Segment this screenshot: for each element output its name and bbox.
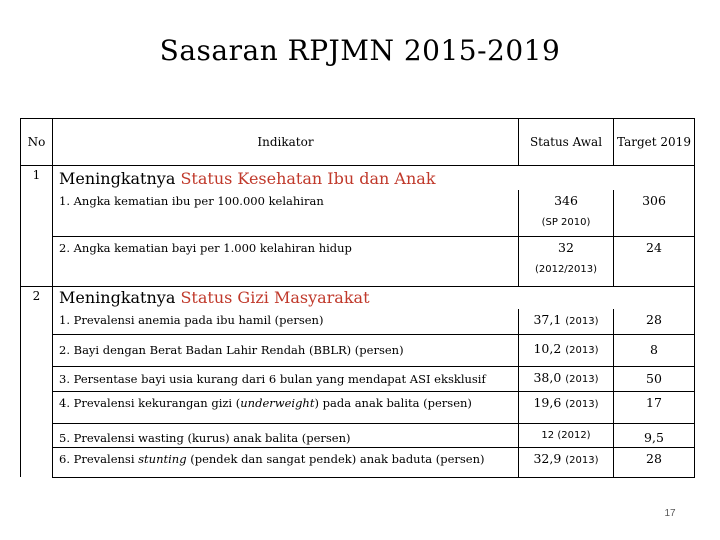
status-note: (2013) [565,345,599,356]
status-awal-cell [519,190,614,237]
section-title-highlight: Status Kesehatan Ibu dan Anak [180,168,436,188]
table-row [21,309,695,334]
status-awal-cell [519,237,614,287]
status-awal-cell [519,309,614,334]
table-row [21,237,695,287]
target-cell: 8 [614,334,695,366]
section-title-row [21,287,695,310]
table-row [21,190,695,237]
target-cell: 17 [614,391,695,423]
section-title [53,287,519,310]
status-awal-cell [519,334,614,366]
indicator-italic-term: stunting [138,451,187,466]
status-value: 37,1 [533,312,562,327]
page-number: 17 [664,508,676,519]
section-title-prefix: Meningkatnya [59,168,181,188]
header-indikator: Indikator [53,119,519,166]
target-cell: 9,5 [614,423,695,447]
status-note: (2013) [565,454,599,466]
target-cell: 306 [614,190,695,237]
header-no: No [21,119,53,166]
indicator-italic-term: underweight [240,395,315,410]
indicator-cell [53,391,519,423]
status-awal-cell [519,366,614,391]
section-number: 1 [21,166,53,287]
section-title-prefix: Meningkatnya [59,288,181,307]
indicator-cell [53,447,519,477]
indicator-cell: 1. Prevalensi anemia pada ibu hamil (persen) [53,309,519,334]
rpjmn-target-table [20,118,695,478]
section-title-highlight: Status Gizi Masyarakat [180,288,370,307]
target-cell: 28 [614,447,695,477]
status-awal-cell [519,447,614,477]
indicator-text-before: 4. Prevalensi kekurangan gizi ( [59,395,241,410]
status-value: 346 [554,192,578,208]
table-header-row [21,119,695,166]
status-note: (SP 2010) [541,216,591,228]
status-note: (2013) [565,398,599,410]
table-row [21,423,695,447]
indicator-text-after: (pendek dan sangat pendek) anak baduta (persen) [186,451,485,466]
section-title-row [21,166,695,190]
status-note: (2012/2013) [534,264,598,275]
status-awal-cell [519,391,614,423]
table-row [21,391,695,423]
target-cell: 50 [614,366,695,391]
status-value: 10,2 [533,341,562,356]
status-note: (2013) [565,373,599,385]
status-note: (2013) [565,316,599,327]
status-value: 19,6 [533,394,562,410]
target-cell: 28 [614,309,695,334]
table-row [21,447,695,477]
status-value: 32,9 [533,450,562,466]
table-row [21,334,695,366]
status-note: 12 (2012) [541,429,591,441]
status-value: 32 [558,240,574,255]
status-awal-cell [519,423,614,447]
header-status-awal: Status Awal [519,119,614,166]
indicator-cell: 3. Persentase bayi usia kurang dari 6 bulan yang mendapat ASI eksklusif [53,366,519,391]
indicator-text-after: ) pada anak balita (persen) [314,395,472,410]
header-target: Target 2019 [614,119,695,166]
status-value: 38,0 [533,369,562,385]
indicator-text-before: 6. Prevalensi [59,451,139,466]
indicator-cell: 1. Angka kematian ibu per 100.000 kelahiran [53,190,519,237]
section-number: 2 [21,287,53,478]
table-row [21,366,695,391]
indicator-cell: 2. Angka kematian bayi per 1.000 kelahiran hidup [53,237,519,287]
section-title [53,166,519,190]
page-title: Sasaran RPJMN 2015-2019 [159,34,561,67]
indicator-cell: 5. Prevalensi wasting (kurus) anak balita (persen) [53,423,519,447]
indicator-cell: 2. Bayi dengan Berat Badan Lahir Rendah (BBLR) (persen) [53,334,519,366]
target-cell: 24 [614,237,695,287]
